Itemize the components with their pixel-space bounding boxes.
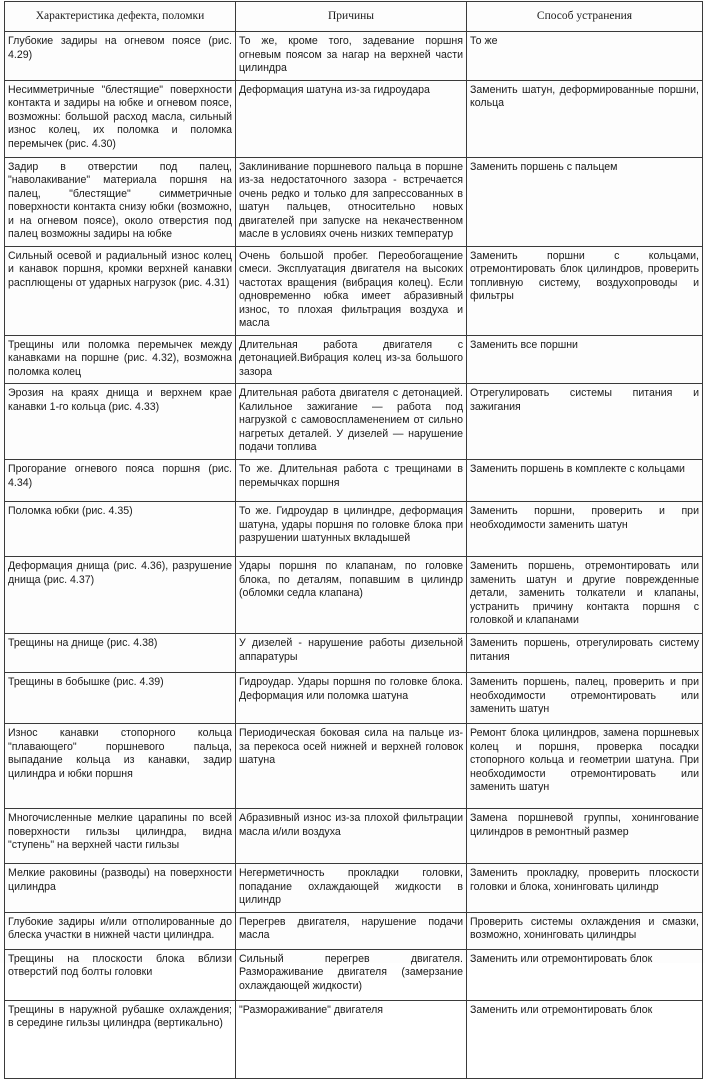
cell-cause: Абразивный износ из-за плохой фильтрации масла и/или воздуха — [236, 809, 467, 864]
cell-cause: Удары поршня по клапанам, по головке блока, по деталям, попавшим в цилиндр (обломки седла клапана) — [236, 557, 467, 634]
table-row — [5, 673, 703, 724]
cell-defect: Трещины на плоскости блока вблизи отверстий под болты головки — [5, 949, 236, 1000]
cell-cause: Периодическая боковая сила на пальце из-за перекоса осей нижней и верхней головок шатуна — [236, 724, 467, 809]
cell-cause: Заклинивание поршневого пальца в поршне из-за недостаточного зазора - встречается очень редко и только для запрессованных в шатун пальцев, относительно новых двигателей при запуске на некачественном масле в условиях очень низких температур — [236, 157, 467, 246]
cell-defect: Многочисленные мелкие царапины по всей поверхности гильзы цилиндра, видна "ступень" на верхней части гильзы — [5, 809, 236, 864]
table-row — [5, 502, 703, 557]
table-row — [5, 460, 703, 502]
defects-table — [4, 1, 703, 1079]
cell-defect: Трещины в бобышке (рис. 4.39) — [5, 673, 236, 724]
cell-defect: Сильный осевой и радиальный износ колец и канавок поршня, кромки верхней канавки расплющены от ударных нагрузок (рис. 4.31) — [5, 246, 236, 335]
cell-defect: Деформация днища (рис. 4.36), разрушение днища (рис. 4.37) — [5, 557, 236, 634]
cell-cause: Перегрев двигателя, нарушение подачи масла — [236, 912, 467, 949]
cell-remedy: То же — [467, 32, 703, 81]
cell-cause: Негерметичность прокладки головки, попадание охлаждающей жидкости в цилиндр — [236, 864, 467, 913]
cell-defect: Эрозия на краях днища и верхнем крае канавки 1-го кольца (рис. 4.33) — [5, 384, 236, 460]
cell-remedy: Заменить поршень, отрегулировать систему питания — [467, 634, 703, 673]
table-body — [5, 32, 703, 1079]
table-row — [5, 634, 703, 673]
cell-defect: Глубокие задиры и/или отполированные до блеска участки в нижней части цилиндра. — [5, 912, 236, 949]
table-row — [5, 912, 703, 949]
table-row — [5, 809, 703, 864]
cell-remedy: Отрегулировать системы питания и зажигания — [467, 384, 703, 460]
cell-cause: Сильный перегрев двигателя. Размораживание двигателя (замерзание охлаждающей жидкости) — [236, 949, 467, 1000]
cell-remedy: Заменить поршни, проверить и при необходимости заменить шатун — [467, 502, 703, 557]
header-cause: Причины — [236, 2, 467, 32]
table-row — [5, 864, 703, 913]
cell-cause: То же. Гидроудар в цилиндре, деформация шатуна, удары поршня по головке блока при разрушении шатунных вкладышей — [236, 502, 467, 557]
cell-defect: Поломка юбки (рис. 4.35) — [5, 502, 236, 557]
cell-defect: Прогорание огневого пояса поршня (рис. 4.34) — [5, 460, 236, 502]
cell-defect: Износ канавки стопорного кольца "плавающего" поршневого пальца, выпадание кольца из канавки, задир цилиндра и юбки поршня — [5, 724, 236, 809]
table-row — [5, 246, 703, 335]
cell-remedy: Заменить поршень, отремонтировать или заменить шатун и другие поврежденные детали, заменить толкатели и клапаны, устранить причину контакта поршня с головкой и клапанами — [467, 557, 703, 634]
header-remedy: Способ устранения — [467, 2, 703, 32]
cell-remedy: Ремонт блока цилиндров, замена поршневых колец и поршня, проверка посадки стопорного кольца и геометрии шатуна. При необходимости отремонтировать или заменить шатун — [467, 724, 703, 809]
table-row — [5, 949, 703, 1000]
cell-defect: Трещины на днище (рис. 4.38) — [5, 634, 236, 673]
cell-defect: Трещины в наружной рубашке охлаждения; в середине гильзы цилиндра (вертикально) — [5, 1000, 236, 1078]
cell-remedy: Заменить шатун, деформированные поршни, кольца — [467, 80, 703, 157]
cell-cause: Длительная работа двигателя с детонацией.Вибрация колец из-за большого зазора — [236, 335, 467, 384]
cell-remedy: Заменить или отремонтировать блок — [467, 1000, 703, 1078]
table-row — [5, 157, 703, 246]
cell-cause: То же, кроме того, задевание поршня огневым поясом за нагар на верхней части цилиндра — [236, 32, 467, 81]
table-row — [5, 80, 703, 157]
cell-remedy: Заменить или отремонтировать блок — [467, 949, 703, 1000]
header-defect: Характеристика дефекта, поломки — [5, 2, 236, 32]
cell-remedy: Заменить поршни с кольцами, отремонтировать блок цилиндров, проверить топливную систему, воздухопроводы и фильтры — [467, 246, 703, 335]
cell-cause: "Размораживание" двигателя — [236, 1000, 467, 1078]
table-row — [5, 1000, 703, 1078]
cell-remedy: Заменить поршень с пальцем — [467, 157, 703, 246]
header-row — [5, 2, 703, 32]
cell-defect: Мелкие раковины (разводы) на поверхности цилиндра — [5, 864, 236, 913]
cell-cause: У дизелей - нарушение работы дизельной аппаратуры — [236, 634, 467, 673]
cell-remedy: Заменить прокладку, проверить плоскости головки и блока, хонинговать цилиндр — [467, 864, 703, 913]
cell-remedy: Заменить поршень в комплекте с кольцами — [467, 460, 703, 502]
table-row — [5, 557, 703, 634]
cell-remedy: Заменить поршень, палец, проверить и при необходимости отремонтировать или заменить шатун — [467, 673, 703, 724]
table-row — [5, 384, 703, 460]
cell-cause: Гидроудар. Удары поршня по головке блока. Деформация или поломка шатуна — [236, 673, 467, 724]
table-row — [5, 724, 703, 809]
cell-defect: Глубокие задиры на огневом поясе (рис. 4.29) — [5, 32, 236, 81]
cell-remedy: Замена поршневой группы, хонингование цилиндров в ремонтный размер — [467, 809, 703, 864]
table-row — [5, 335, 703, 384]
cell-cause: Длительная работа двигателя с детонацией. Калильное зажигание — работа под нагрузкой с самовоспламенением от сильно нагретых деталей. У дизелей — нарушение подачи топлива — [236, 384, 467, 460]
cell-defect: Задир в отверстии под палец, "наволакивание" материала поршня на палец, "блестящие" симметричные поверхности контакта снизу юбки (возможно, и на огневом поясе), около отверстия под палец возможны задиры на юбке — [5, 157, 236, 246]
cell-cause: Деформация шатуна из-за гидроудара — [236, 80, 467, 157]
cell-defect: Трещины или поломка перемычек между канавками на поршне (рис. 4.32), возможна поломка колец — [5, 335, 236, 384]
cell-cause: То же. Длительная работа с трещинами в перемычках поршня — [236, 460, 467, 502]
cell-remedy: Заменить все поршни — [467, 335, 703, 384]
table-header — [5, 2, 703, 32]
table-row — [5, 32, 703, 81]
cell-remedy: Проверить системы охлаждения и смазки, возможно, хонинговать цилиндры — [467, 912, 703, 949]
cell-cause: Очень большой пробег. Переобогащение смеси. Эксплуатация двигателя на высоких частотах вращения (вибрация колец). Если одновременно юбка имеет абразивный износ, то плохая фильтрация воздуха и масла — [236, 246, 467, 335]
cell-defect: Несимметричные "блестящие" поверхности контакта и задиры на юбке и огневом поясе, возможны: большой расход масла, сильный износ колец, их поломка и поломка перемычек (рис. 4.30) — [5, 80, 236, 157]
